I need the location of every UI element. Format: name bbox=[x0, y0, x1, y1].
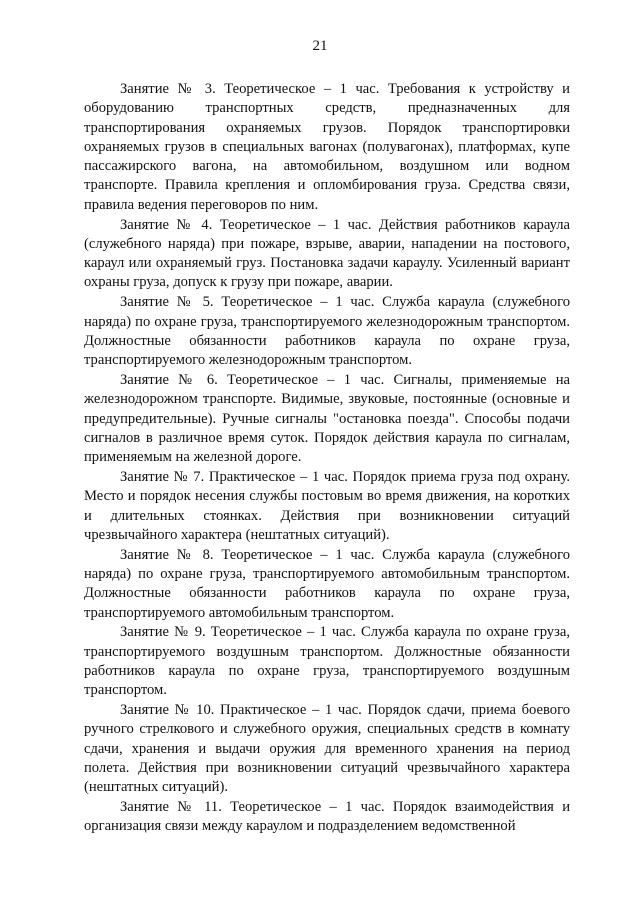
paragraph-lesson-4: Занятие № 4. Теоретическое – 1 час. Действия работников караула (служебного наряда) при пожаре, взрыве, аварии, нападении на постового, караул или охраняемый груз. Постановка задачи караулу. Усиленный вариант охраны груза, допуск к грузу при пожаре, аварии. bbox=[84, 216, 570, 291]
paragraph-lesson-9: Занятие № 9. Теоретическое – 1 час. Служба караула по охране груза, транспортируемого воздушным транспортом. Должностные обязанности работников караула по охране груза, транспортируемого воздушным транспортом. bbox=[84, 624, 570, 699]
paragraph-lesson-7: Занятие № 7. Практическое – 1 час. Порядок приема груза под охрану. Место и порядок несения службы постовым во время движения, на коротких и длительных стоянках. Действия при возникновении ситуаций чрезвычайного характера (нештатных ситуаций). bbox=[84, 468, 570, 543]
paragraph-lesson-8: Занятие № 8. Теоретическое – 1 час. Служба караула (служебного наряда) по охране груза, транспортируемого автомобильным транспортом. Должностные обязанности работников караула по охране груза, транспортируемого автомобильным транспортом. bbox=[84, 546, 570, 621]
page-number: 21 bbox=[312, 38, 328, 54]
paragraph-lesson-5: Занятие № 5. Теоретическое – 1 час. Служба караула (служебного наряда) по охране груза, транспортируемого железнодорожным транспортом. Должностные обязанности работников караула по охране груза, транспортируемого железнодорожным транспортом. bbox=[84, 294, 570, 369]
paragraph-lesson-3: Занятие № 3. Теоретическое – 1 час. Требования к устройству и оборудованию транспортных средств, предназначенных для транспортирования охраняемых грузов. Порядок транспортировки охраняемых грузов в специальных вагонах (полувагонах), платформах, купе пассажирского вагона, на автомобильном, воздушном или водном транспорте. Правила крепления и опломбирования груза. Средства связи, правила ведения переговоров по ним. bbox=[84, 81, 570, 213]
paragraph-lesson-10: Занятие № 10. Практическое – 1 час. Порядок сдачи, приема боевого ручного стрелкового и служебного оружия, специальных средств в комнату сдачи, хранения и выдачи оружия для временного хранения на период полета. Действия при возникновении ситуаций чрезвычайного характера (нештатных ситуаций). bbox=[84, 702, 570, 796]
document-body bbox=[84, 80, 570, 837]
paragraph-lesson-6: Занятие № 6. Теоретическое – 1 час. Сигналы, применяемые на железнодорожном транспорте. Видимые, звуковые, постоянные (основные и предупредительные). Ручные сигналы "остановка поезда". Способы подачи сигналов в различное время суток. Порядок действия караула по сигналам, применяемым на железной дороге. bbox=[84, 371, 570, 466]
paragraph-lesson-11: Занятие № 11. Теоретическое – 1 час. Порядок взаимодействия и организация связи между караулом и подразделением ведомственной bbox=[84, 798, 570, 835]
